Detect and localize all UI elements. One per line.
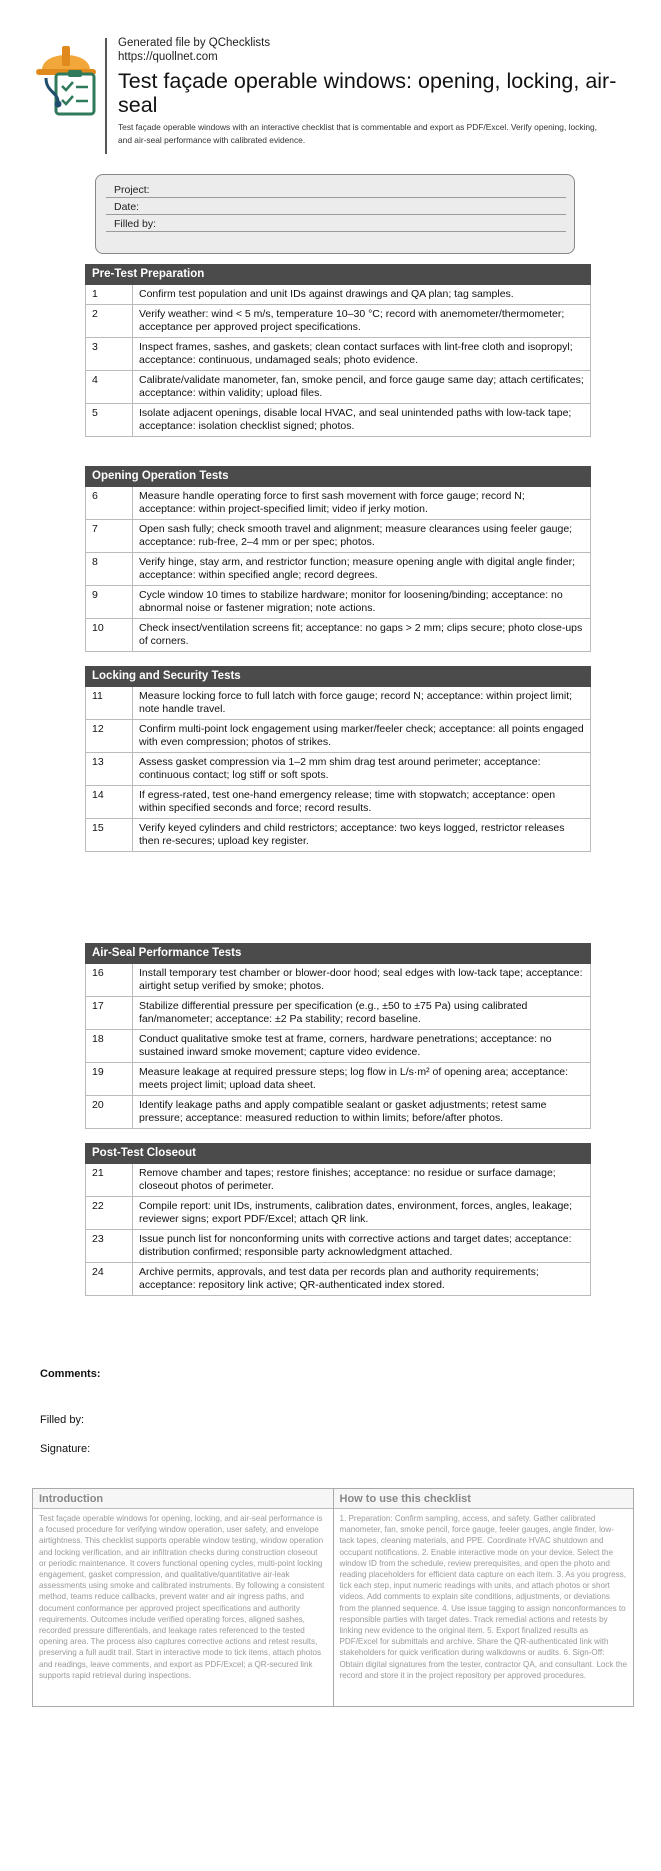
introduction-panel: [33, 1489, 333, 1706]
checklist-row[interactable]: [85, 305, 591, 338]
checklist-row[interactable]: [85, 586, 591, 619]
item-text: Identify leakage paths and apply compatible sealant or gasket adjustments; retest same pressure; acceptance: measured reduction to within limits; before/after photos.: [139, 1099, 547, 1124]
info-panels: [32, 1488, 634, 1707]
item-number: 17: [86, 997, 133, 1029]
item-text: Install temporary test chamber or blower-door hood; seal edges with low-tack tape; acceptance: airtight setup verified by smoke; photos.: [139, 967, 583, 992]
page-description: Test façade operable windows with an interactive checklist that is commentable and export as PDF/Excel. Verify opening, locking, and air-seal performance with calibrated evidence.: [118, 122, 598, 145]
date-label: Date:: [114, 201, 140, 213]
hardhat-clipboard-logo: [32, 40, 100, 116]
item-number: 7: [86, 520, 133, 552]
item-text: Verify keyed cylinders and child restrictors; acceptance: two keys logged, restrictor releases then re-secures; upload key register.: [139, 822, 565, 847]
item-text: Conduct qualitative smoke test at frame, corners, hardware penetrations; acceptance: no sustained inward smoke movement; capture video evidence.: [139, 1033, 552, 1058]
item-text: Stabilize differential pressure per specification (e.g., ±50 to ±75 Pa) using calibrated fan/manometer; acceptance: ±2 Pa stability; record baseline.: [139, 1000, 528, 1025]
item-text: Measure locking force to full latch with force gauge; record N; acceptance: within project limit; note handle travel.: [139, 690, 573, 715]
how-to-body: 1. Preparation: Confirm sampling, access, and safety. Gather calibrated manometer, fan, smoke pencil, force gauge, feeler gauges, angle finder, low-tack tapes, cleaning materials, and PPE. Coordinate HVAC shutdown and occupant notifications. 2. Enable interactive mode on your device. Select the window ID from the schedule, review prerequisites, and open the photo and reading placeholders for efficient data capture on each item. 3. As you progress, tick each step, input numeric readings with units, and attach photos or short videos. Add comments to explain site conditions, adjustments, or deviations from the planned sequence. 4. Use issue tagging to assign nonconformances to responsible parties with target dates. Track remedial actions and retests by linking new evidence to the original item. 5. Export finalized results as PDF/Excel for submittals and archive. Share the QR-authenticated link with stakeholders for quick verification during walkdowns or audits. 6. Sign-Off: Obtain digital signatures from the tester, contractor QA, and consultant. Lock the record and store it in the project repository per approved procedures.: [339, 1514, 627, 1680]
item-number: 3: [86, 338, 133, 370]
checklist-row[interactable]: [85, 1063, 591, 1096]
header-divider: [105, 38, 107, 154]
project-field[interactable]: [106, 183, 566, 198]
introduction-title: Introduction: [33, 1489, 333, 1509]
section-title: Locking and Security Tests: [85, 666, 591, 687]
checklist-row[interactable]: [85, 619, 591, 652]
section-title: Pre-Test Preparation: [85, 264, 591, 285]
item-text: Open sash fully; check smooth travel and alignment; measure clearances using feeler gauge; acceptance: rub-free, 2–4 mm or per spec; photos.: [139, 523, 573, 548]
item-text: Check insect/ventilation screens fit; acceptance: no gaps > 2 mm; clips secure; photo close-ups of corners.: [139, 622, 583, 647]
item-text: Verify hinge, stay arm, and restrictor function; measure opening angle with digital angle finder; acceptance: within specified angle; record degrees.: [139, 556, 575, 581]
item-text: Inspect frames, sashes, and gaskets; clean contact surfaces with lint-free cloth and isopropyl; acceptance: continuous, undamaged seals; photo evidence.: [139, 341, 573, 366]
checklist-row[interactable]: [85, 786, 591, 819]
item-number: 13: [86, 753, 133, 785]
page-title: Test façade operable windows: opening, locking, air-seal: [118, 69, 617, 117]
checklist-section: [85, 943, 591, 1129]
item-number: 24: [86, 1263, 133, 1295]
item-number: 6: [86, 487, 133, 519]
checklist-section: [85, 666, 591, 852]
checklist-row[interactable]: [85, 1197, 591, 1230]
item-number: 8: [86, 553, 133, 585]
checklist-section: [85, 1143, 591, 1296]
source-url-link[interactable]: https://quollnet.com: [118, 51, 218, 63]
section-title: Opening Operation Tests: [85, 466, 591, 487]
item-text: If egress-rated, test one-hand emergency release; time with stopwatch; acceptance: open within specified seconds and force; record results.: [139, 789, 556, 814]
item-number: 14: [86, 786, 133, 818]
date-field[interactable]: [106, 200, 566, 215]
item-number: 18: [86, 1030, 133, 1062]
how-to-panel: [333, 1489, 634, 1706]
section-title: Post-Test Closeout: [85, 1143, 591, 1164]
checklist-row[interactable]: [85, 404, 591, 437]
item-number: 5: [86, 404, 133, 436]
checklist-section: [85, 466, 591, 652]
introduction-body: Test façade operable windows for opening, locking, and air-seal performance is a focused procedure for verifying window operation, user safety, and envelope airtightness. This checklist supports operable window testing, window operation and locking verification, and air infiltration checks during construction closeout or periodic maintenance. It covers functional opening cycles, multi-point locking engagement, gasket compression, and qualitative/quantitative air-leak assessments using smoke and calibrated instruments. By following a consistent method, teams reduce callbacks, prevent water and air ingress paths, and document conformance per approved project specifications and authority requirements. Outcomes include verified operating forces, aligned sashes, recorded pressure differentials, and leakage rates referenced to the tested opening area. The process also captures corrective actions and retest results, preserving a full audit trail. Start in interactive mode to tick items, attach photos and readings, leave comments, and export as PDF/Excel; a QR-secured link supports rapid retrieval during inspections.: [39, 1514, 325, 1680]
checklist-row[interactable]: [85, 553, 591, 586]
item-number: 11: [86, 687, 133, 719]
item-number: 21: [86, 1164, 133, 1196]
item-text: Confirm multi-point lock engagement using marker/feeler check; acceptance: all points engaged with even compression; photos of strikes.: [139, 723, 584, 748]
comments-label: Comments:: [40, 1368, 101, 1380]
checklist-row[interactable]: [85, 964, 591, 997]
item-number: 19: [86, 1063, 133, 1095]
item-number: 20: [86, 1096, 133, 1128]
checklist-row[interactable]: [85, 487, 591, 520]
item-text: Cycle window 10 times to stabilize hardware; monitor for loosening/binding; acceptance: no abnormal noise or fastener migration; note actions.: [139, 589, 563, 614]
checklist-row[interactable]: [85, 997, 591, 1030]
generated-by-text: Generated file by QChecklists: [118, 37, 271, 49]
checklist-row[interactable]: [85, 1263, 591, 1296]
document-header: [32, 36, 632, 154]
item-number: 16: [86, 964, 133, 996]
project-info-box: [95, 174, 575, 254]
checklist-section: [85, 264, 591, 437]
item-number: 10: [86, 619, 133, 651]
item-text: Remove chamber and tapes; restore finishes; acceptance: no residue or surface damage; closeout photos of perimeter.: [139, 1167, 556, 1192]
item-number: 12: [86, 720, 133, 752]
item-text: Issue punch list for nonconforming units with corrective actions and target dates; acceptance: distribution confirmed; responsible party acknowledgment attached.: [139, 1233, 572, 1258]
item-number: 15: [86, 819, 133, 851]
project-label: Project:: [114, 184, 150, 196]
checklist-row[interactable]: [85, 1096, 591, 1129]
checklist-row[interactable]: [85, 819, 591, 852]
footer-filled-by-label: Filled by:: [40, 1414, 85, 1426]
checklist-row[interactable]: [85, 687, 591, 720]
checklist-row[interactable]: [85, 1230, 591, 1263]
item-text: Archive permits, approvals, and test data per records plan and authority requirements; acceptance: repository link active; QR-authenticated index stored.: [139, 1266, 539, 1291]
item-number: 2: [86, 305, 133, 337]
item-text: Assess gasket compression via 1–2 mm shim drag test around perimeter; acceptance: continuous contact; log stiff or soft spots.: [139, 756, 541, 781]
checklist-row[interactable]: [85, 520, 591, 553]
item-number: 1: [86, 285, 133, 304]
filled-by-field[interactable]: [106, 217, 566, 232]
item-text: Isolate adjacent openings, disable local HVAC, and seal unintended paths with low-tack tape; acceptance: isolation checklist signed; photos.: [139, 407, 572, 432]
item-text: Confirm test population and unit IDs against drawings and QA plan; tag samples.: [139, 288, 514, 300]
checklist-row[interactable]: [85, 338, 591, 371]
item-number: 22: [86, 1197, 133, 1229]
checklist-row[interactable]: [85, 371, 591, 404]
item-number: 4: [86, 371, 133, 403]
item-number: 9: [86, 586, 133, 618]
item-text: Measure leakage at required pressure steps; log flow in L/s·m² of opening area; acceptance: meets project limit; upload data sheet.: [139, 1066, 568, 1091]
item-text: Calibrate/validate manometer, fan, smoke pencil, and force gauge same day; attach certificates; acceptance: within validity; upload files.: [139, 374, 584, 399]
checklist-row[interactable]: [85, 1030, 591, 1063]
checklist-row[interactable]: [85, 1164, 591, 1197]
how-to-title: How to use this checklist: [334, 1489, 634, 1509]
signature-label: Signature:: [40, 1443, 91, 1455]
item-text: Compile report: unit IDs, instruments, calibration dates, environment, forces, angles, leakage; reviewer signs; export PDF/Excel; attach QR link.: [139, 1200, 573, 1225]
checklist-row[interactable]: [85, 285, 591, 305]
filled-by-label: Filled by:: [114, 218, 157, 230]
checklist-row[interactable]: [85, 720, 591, 753]
item-text: Measure handle operating force to first sash movement with force gauge; record N; acceptance: within project-specified limit; video if jerky motion.: [139, 490, 525, 515]
checklist-row[interactable]: [85, 753, 591, 786]
section-title: Air-Seal Performance Tests: [85, 943, 591, 964]
item-number: 23: [86, 1230, 133, 1262]
item-text: Verify weather: wind < 5 m/s, temperature 10–30 °C; record with anemometer/thermometer; acceptance per approved project specifications.: [139, 308, 565, 333]
